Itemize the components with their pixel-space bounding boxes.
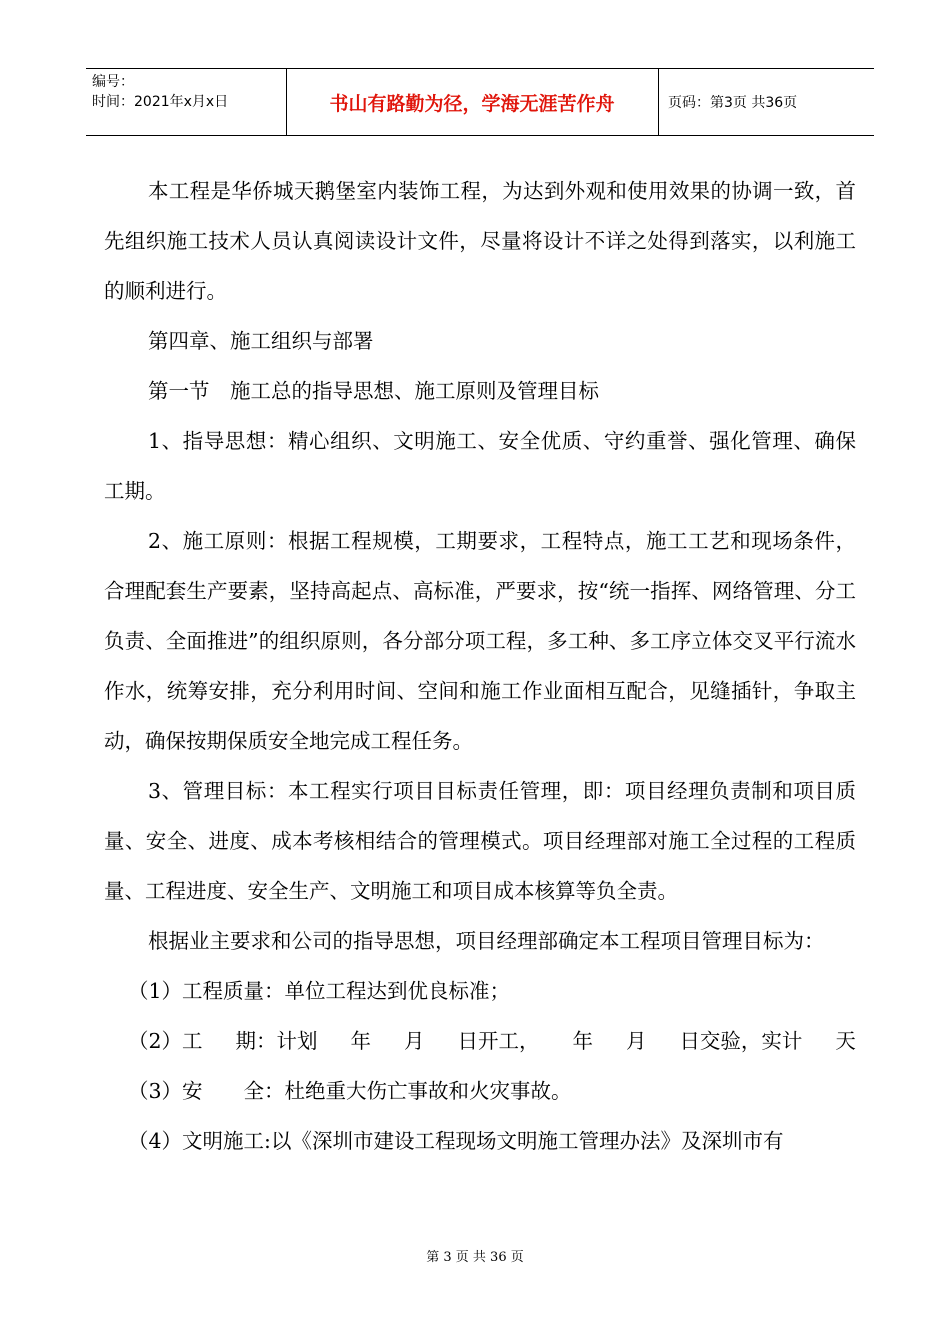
document-body bbox=[104, 166, 856, 1166]
guiding-idea-paragraph: 1、指导思想：精心组织、文明施工、安全优质、守约重誉、强化管理、确保工期。 bbox=[104, 429, 856, 503]
header-meta bbox=[92, 72, 228, 112]
schedule-part: 日开工， bbox=[457, 1029, 540, 1053]
schedule-part: 月 bbox=[625, 1029, 647, 1053]
schedule-part: 年 bbox=[350, 1029, 372, 1053]
header-page-info: 页码：第3页 共36页 bbox=[668, 95, 798, 111]
safety-goal-item: （3）安 全：杜绝重大伤亡事故和火灾事故。 bbox=[128, 1079, 572, 1103]
schedule-part: 月 bbox=[404, 1029, 425, 1053]
goals-intro-paragraph: 根据业主要求和公司的指导思想，项目经理部确定本工程项目管理目标为： bbox=[148, 929, 825, 953]
header-motto: 书山有路勤为径，学海无涯苦作舟 bbox=[329, 92, 615, 115]
document-number-label: 编号： bbox=[92, 74, 134, 90]
chapter-heading: 第四章、施工组织与部署 bbox=[148, 329, 374, 353]
header-divider-right bbox=[658, 68, 659, 136]
header-bottom-rule bbox=[86, 135, 874, 136]
schedule-goal-item bbox=[104, 1016, 856, 1066]
section-heading: 第一节 施工总的指导思想、施工原则及管理目标 bbox=[148, 379, 599, 403]
schedule-part: 天 bbox=[835, 1029, 856, 1053]
schedule-part: 年 bbox=[572, 1029, 593, 1053]
document-date-label: 时间：2021年x月x日 bbox=[92, 94, 229, 110]
schedule-part: 期：计划 bbox=[235, 1029, 318, 1053]
page-footer: 第 3 页 共 36 页 bbox=[426, 1250, 524, 1265]
management-goal-paragraph: 3、管理目标：本工程实行项目目标责任管理，即：项目经理负责制和项目质量、安全、进度、成本考核相结合的管理模式。项目经理部对施工全过程的工程质量、工程进度、安全生产、文明施工和项目成本核算等负全责。 bbox=[104, 779, 856, 903]
quality-goal-item: （1）工程质量：单位工程达到优良标准； bbox=[128, 979, 511, 1003]
page-header bbox=[86, 68, 874, 136]
intro-paragraph: 本工程是华侨城天鹅堡室内装饰工程，为达到外观和使用效果的协调一致，首先组织施工技术人员认真阅读设计文件，尽量将设计不详之处得到落实，以利施工的顺利进行。 bbox=[104, 179, 856, 303]
principles-paragraph: 2、施工原则：根据工程规模，工期要求，工程特点，施工工艺和现场条件，合理配套生产要素，坚持高起点、高标准，严要求，按“统一指挥、网络管理、分工负责、全面推进”的组织原则，各分部分项工程，多工种、多工序立体交叉平行流水作水，统筹安排，充分利用时间、空间和施工作业面相互配合，见缝插针，争取主动，确保按期保质安全地完成工程任务。 bbox=[104, 529, 856, 753]
civilized-construction-item: （4）文明施工:以《深圳市建设工程现场文明施工管理办法》及深圳市有 bbox=[128, 1129, 784, 1153]
schedule-part: 日交验，实计 bbox=[679, 1029, 803, 1053]
schedule-part: （2）工 bbox=[128, 1029, 203, 1053]
